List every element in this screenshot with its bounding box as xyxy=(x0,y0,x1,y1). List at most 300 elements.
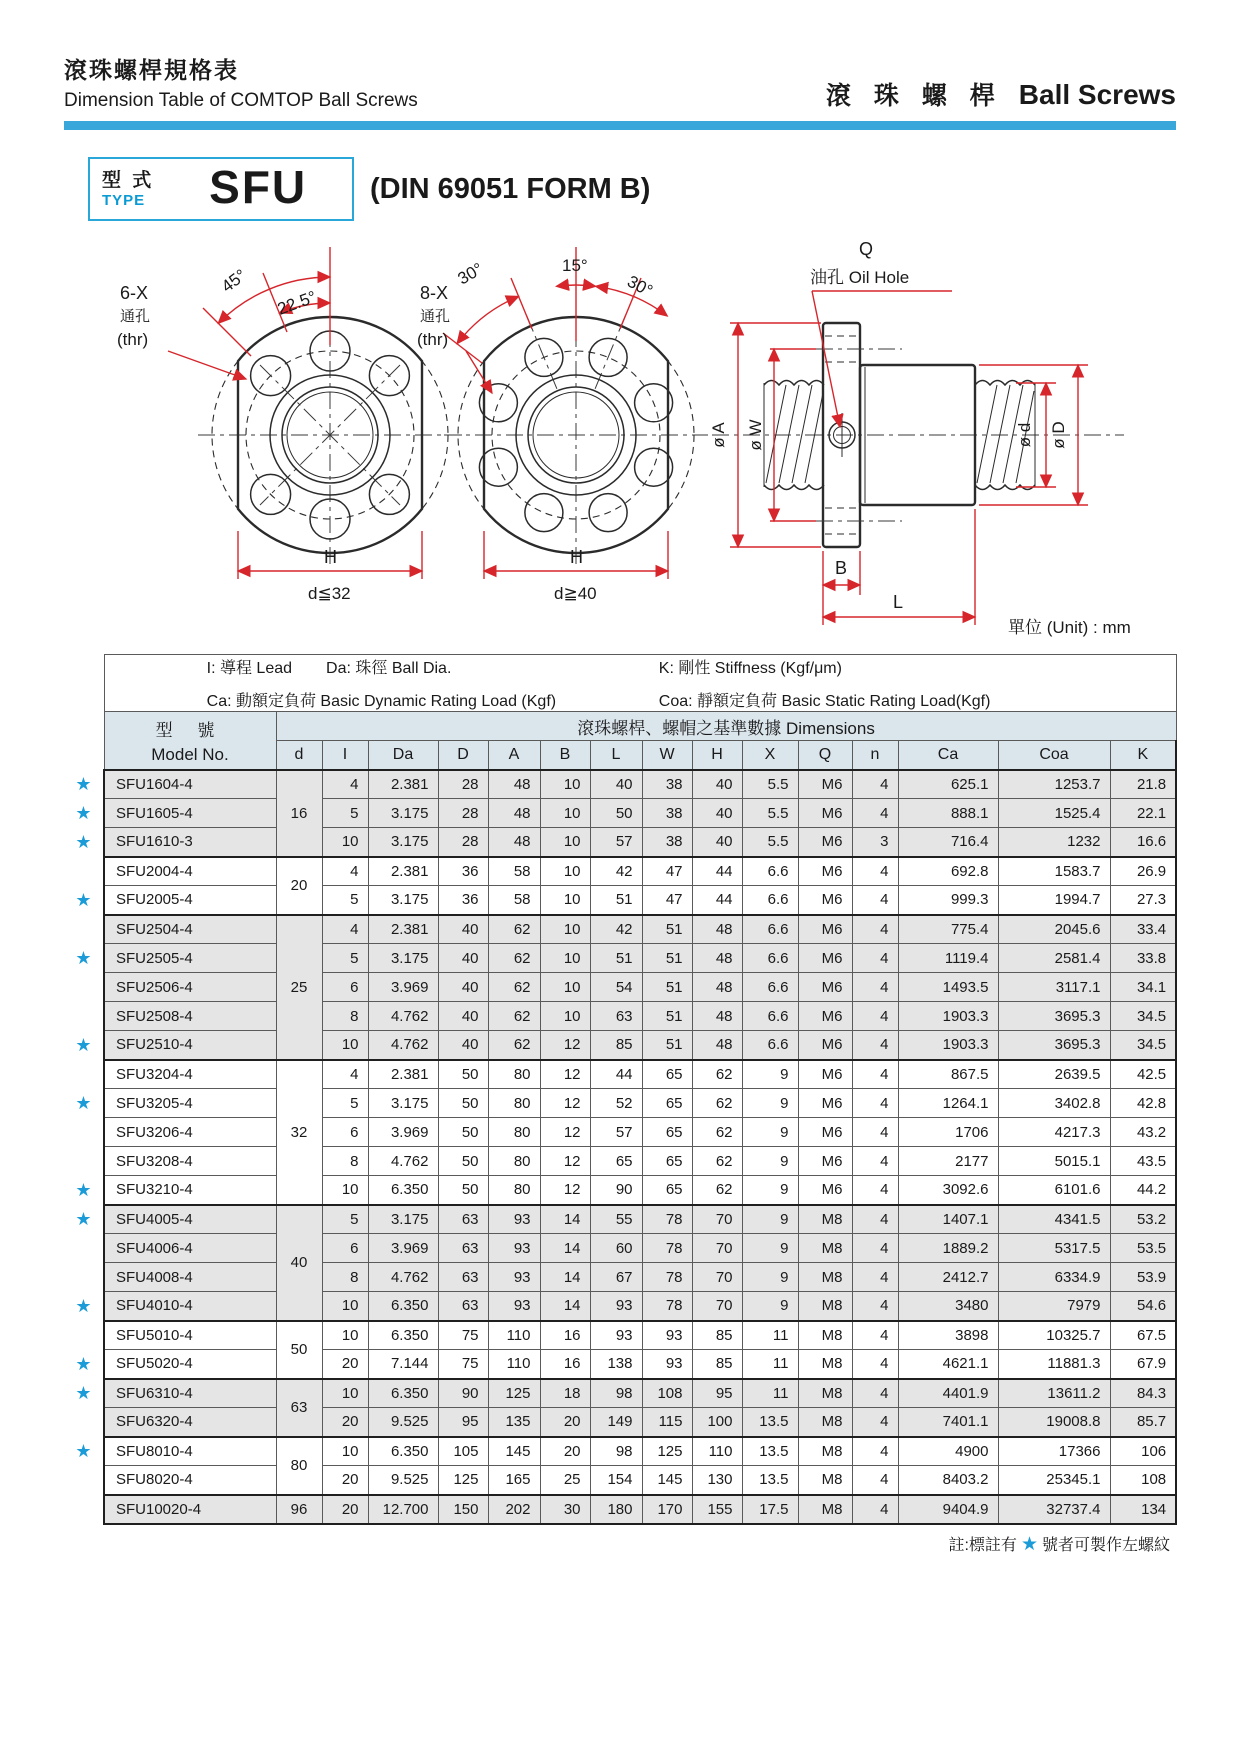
spec-value-cell: 85 xyxy=(590,1031,642,1060)
spec-value-cell: 2639.5 xyxy=(998,1060,1110,1089)
spec-value-cell: 48 xyxy=(692,944,742,973)
l-dim-label: L xyxy=(893,592,904,612)
spec-value-cell: 6 xyxy=(322,973,368,1002)
spec-value-cell: 4 xyxy=(852,1060,898,1089)
spec-value-cell: 55 xyxy=(590,1205,642,1234)
spec-value-cell: 34.5 xyxy=(1110,1031,1176,1060)
left-thread-star-icon: ★ xyxy=(64,1205,104,1234)
spec-value-cell: 4 xyxy=(852,1031,898,1060)
spec-value-cell: 5 xyxy=(322,944,368,973)
spec-value-cell: 2.381 xyxy=(368,915,438,944)
spec-value-cell: 20 xyxy=(322,1408,368,1437)
spec-value-cell: 10 xyxy=(322,828,368,857)
spec-value-cell: 3.175 xyxy=(368,828,438,857)
spec-value-cell: 10 xyxy=(322,1031,368,1060)
spec-value-cell: 8 xyxy=(322,1147,368,1176)
spec-value-cell: 40 xyxy=(692,770,742,799)
spec-value-cell: 6.6 xyxy=(742,973,798,1002)
spec-value-cell: 8 xyxy=(322,1263,368,1292)
spec-value-cell: 60 xyxy=(590,1234,642,1263)
table-row xyxy=(64,828,1176,857)
type-standard: (DIN 69051 FORM B) xyxy=(370,172,651,205)
spec-value-cell: 51 xyxy=(642,915,692,944)
star-gutter xyxy=(64,1321,104,1350)
spec-value-cell: 888.1 xyxy=(898,799,998,828)
spec-value-cell: 85 xyxy=(692,1350,742,1379)
spec-value-cell: 20 xyxy=(322,1495,368,1524)
model-no-cell: SFU5020-4 xyxy=(104,1350,276,1379)
table-row xyxy=(64,1205,1176,1234)
spec-value-cell: 5.5 xyxy=(742,770,798,799)
spec-value-cell: M6 xyxy=(798,770,852,799)
spec-value-cell: 9 xyxy=(742,1176,798,1205)
spec-value-cell: 10 xyxy=(540,973,590,1002)
table-row xyxy=(64,1147,1176,1176)
column-header-D: D xyxy=(438,741,488,770)
spec-value-cell: 1493.5 xyxy=(898,973,998,1002)
spec-value-cell: 4 xyxy=(852,1408,898,1437)
spec-value-cell: 54.6 xyxy=(1110,1292,1176,1321)
spec-value-cell: 44 xyxy=(590,1060,642,1089)
spec-value-cell: 90 xyxy=(438,1379,488,1408)
table-row xyxy=(64,973,1176,1002)
page-title-zh: 滾珠螺桿規格表 xyxy=(64,57,239,83)
star-gutter xyxy=(64,973,104,1002)
spec-value-cell: 62 xyxy=(488,944,540,973)
column-header-H: H xyxy=(692,741,742,770)
spec-value-cell: 78 xyxy=(642,1263,692,1292)
header-divider xyxy=(64,121,1176,130)
spec-value-cell: 93 xyxy=(488,1292,540,1321)
spec-value-cell: 6.6 xyxy=(742,915,798,944)
spec-value-cell: 36 xyxy=(438,857,488,886)
model-no-cell: SFU6320-4 xyxy=(104,1408,276,1437)
spec-value-cell: M6 xyxy=(798,1118,852,1147)
side-view xyxy=(709,239,1124,625)
spec-value-cell: 4 xyxy=(852,944,898,973)
spec-value-cell: 78 xyxy=(642,1205,692,1234)
unit-note: 單位 (Unit) : mm xyxy=(1008,618,1131,637)
spec-value-cell: 11 xyxy=(742,1350,798,1379)
spec-value-cell: 93 xyxy=(488,1205,540,1234)
spec-value-cell: 4217.3 xyxy=(998,1118,1110,1147)
type-model: SFU xyxy=(209,161,308,213)
spec-value-cell: 25345.1 xyxy=(998,1466,1110,1495)
section-brand xyxy=(826,76,1176,112)
spec-value-cell: 51 xyxy=(590,944,642,973)
table-row xyxy=(64,886,1176,915)
spec-value-cell: 93 xyxy=(642,1350,692,1379)
b-dim-label: B xyxy=(835,558,848,578)
column-header-X: X xyxy=(742,741,798,770)
hole-thr-label: (thr) xyxy=(117,330,149,349)
table-row xyxy=(64,1495,1176,1524)
table-header-row-1 xyxy=(64,712,1176,741)
spec-value-cell: 9 xyxy=(742,1089,798,1118)
column-header-K: K xyxy=(1110,741,1176,770)
spec-value-cell: 65 xyxy=(642,1176,692,1205)
spec-value-cell: 4 xyxy=(322,1060,368,1089)
spec-value-cell: M6 xyxy=(798,886,852,915)
model-no-cell: SFU1605-4 xyxy=(104,799,276,828)
spec-value-cell: 6.6 xyxy=(742,944,798,973)
type-label-zh: 型 式 xyxy=(102,170,155,192)
spec-value-cell: 1903.3 xyxy=(898,1002,998,1031)
spec-value-cell: 48 xyxy=(488,799,540,828)
spec-value-cell: 11881.3 xyxy=(998,1350,1110,1379)
spec-value-cell: 16 xyxy=(540,1321,590,1350)
hole-count-8x: 8-X xyxy=(420,283,449,303)
spec-value-cell: M8 xyxy=(798,1408,852,1437)
spec-value-cell: 14 xyxy=(540,1205,590,1234)
spec-value-cell: 1264.1 xyxy=(898,1089,998,1118)
spec-value-cell: 85 xyxy=(692,1321,742,1350)
spec-value-cell: 5 xyxy=(322,799,368,828)
spec-value-cell: 130 xyxy=(692,1466,742,1495)
column-header-A: A xyxy=(488,741,540,770)
spec-value-cell: 4.762 xyxy=(368,1031,438,1060)
model-no-cell: SFU3208-4 xyxy=(104,1147,276,1176)
spec-value-cell: 48 xyxy=(488,770,540,799)
spec-value-cell: 65 xyxy=(642,1089,692,1118)
spec-table-body xyxy=(64,770,1176,1524)
model-no-cell: SFU8020-4 xyxy=(104,1466,276,1495)
spec-value-cell: 134 xyxy=(1110,1495,1176,1524)
left-thread-star-icon: ★ xyxy=(64,1379,104,1408)
legend-row xyxy=(64,655,1176,712)
front-view-6hole xyxy=(117,247,462,603)
spec-value-cell: M6 xyxy=(798,799,852,828)
spec-value-cell: M8 xyxy=(798,1466,852,1495)
left-thread-note xyxy=(64,1532,1176,1556)
star-gutter xyxy=(64,915,104,944)
spec-value-cell: 3695.3 xyxy=(998,1002,1110,1031)
spec-value-cell: 34.5 xyxy=(1110,1002,1176,1031)
spec-value-cell: 2045.6 xyxy=(998,915,1110,944)
column-header-n: n xyxy=(852,741,898,770)
note-prefix: 註:標註有 xyxy=(948,1536,1017,1554)
spec-value-cell: 1903.3 xyxy=(898,1031,998,1060)
spec-value-cell: 80 xyxy=(488,1089,540,1118)
spec-value-cell: 14 xyxy=(540,1292,590,1321)
spec-value-cell: 10 xyxy=(322,1437,368,1466)
left-thread-star-icon: ★ xyxy=(64,1176,104,1205)
spec-value-cell: 26.9 xyxy=(1110,857,1176,886)
spec-value-cell: 50 xyxy=(438,1147,488,1176)
spec-value-cell: 40 xyxy=(438,915,488,944)
table-row xyxy=(64,1002,1176,1031)
left-thread-star-icon: ★ xyxy=(64,799,104,828)
spec-value-cell: 10 xyxy=(540,886,590,915)
spec-value-cell: 108 xyxy=(1110,1466,1176,1495)
spec-value-cell: 3695.3 xyxy=(998,1031,1110,1060)
spec-value-cell: M6 xyxy=(798,1147,852,1176)
type-label xyxy=(90,168,164,209)
dia-w-label: ø W xyxy=(746,419,765,451)
spec-value-cell: 9.525 xyxy=(368,1466,438,1495)
spec-value-cell: 9 xyxy=(742,1118,798,1147)
model-no-cell: SFU5010-4 xyxy=(104,1321,276,1350)
spec-value-cell: 4 xyxy=(852,1263,898,1292)
legend-stiffness: K: 剛性 Stiffness (Kgf/μm) xyxy=(658,660,842,677)
column-header-W: W xyxy=(642,741,692,770)
spec-value-cell: 6.350 xyxy=(368,1176,438,1205)
spec-value-cell: 9 xyxy=(742,1060,798,1089)
column-header-d: d xyxy=(276,741,322,770)
model-header-en: Model No. xyxy=(151,744,229,764)
spec-value-cell: 5317.5 xyxy=(998,1234,1110,1263)
spec-value-cell: 4 xyxy=(852,1292,898,1321)
spec-value-cell: 38 xyxy=(642,828,692,857)
spec-value-cell: 50 xyxy=(438,1118,488,1147)
spec-value-cell: 10325.7 xyxy=(998,1321,1110,1350)
spec-value-cell: 93 xyxy=(488,1263,540,1292)
spec-value-cell: 58 xyxy=(488,857,540,886)
spec-value-cell: 32737.4 xyxy=(998,1495,1110,1524)
angle-30-left-label: 30° xyxy=(454,259,487,289)
spec-value-cell: 1525.4 xyxy=(998,799,1110,828)
spec-value-cell: 10 xyxy=(322,1321,368,1350)
star-gutter xyxy=(64,1263,104,1292)
spec-value-cell: M6 xyxy=(798,828,852,857)
star-gutter xyxy=(64,1495,104,1524)
spec-value-cell: 110 xyxy=(488,1350,540,1379)
spec-value-cell: 78 xyxy=(642,1234,692,1263)
spec-value-cell: 52 xyxy=(590,1089,642,1118)
spec-value-cell: 154 xyxy=(590,1466,642,1495)
hole-label-zh: 通孔 xyxy=(120,308,151,325)
spec-value-cell: 4 xyxy=(852,1176,898,1205)
spec-value-cell: 12 xyxy=(540,1118,590,1147)
spec-value-cell: 48 xyxy=(692,1031,742,1060)
spec-value-cell: 5015.1 xyxy=(998,1147,1110,1176)
spec-value-cell: 202 xyxy=(488,1495,540,1524)
model-no-cell: SFU8010-4 xyxy=(104,1437,276,1466)
spec-value-cell: 12 xyxy=(540,1060,590,1089)
spec-value-cell: 16.6 xyxy=(1110,828,1176,857)
spec-value-cell: 16 xyxy=(540,1350,590,1379)
spec-value-cell: 692.8 xyxy=(898,857,998,886)
star-gutter xyxy=(64,857,104,886)
table-row xyxy=(64,770,1176,799)
spec-value-cell: 51 xyxy=(642,1031,692,1060)
spec-value-cell: 4341.5 xyxy=(998,1205,1110,1234)
spec-value-cell: 40 xyxy=(438,944,488,973)
spec-value-cell: 80 xyxy=(488,1060,540,1089)
spec-value-cell: 63 xyxy=(438,1205,488,1234)
table-row xyxy=(64,1089,1176,1118)
spec-value-cell: 7979 xyxy=(998,1292,1110,1321)
spec-value-cell: 80 xyxy=(488,1118,540,1147)
brand-zh: 滾 珠 螺 桿 xyxy=(825,82,1003,110)
left-thread-star-icon: ★ xyxy=(64,1350,104,1379)
spec-value-cell: 2.381 xyxy=(368,857,438,886)
spec-value-cell: 4 xyxy=(852,1466,898,1495)
d-min-note: d≧40 xyxy=(554,584,597,603)
left-thread-star-icon: ★ xyxy=(64,770,104,799)
spec-value-cell: 90 xyxy=(590,1176,642,1205)
left-thread-star-icon: ★ xyxy=(64,1031,104,1060)
spec-value-cell: 40 xyxy=(438,1031,488,1060)
spec-value-cell: 53.9 xyxy=(1110,1263,1176,1292)
spec-value-cell: 63 xyxy=(438,1292,488,1321)
table-row xyxy=(64,857,1176,886)
table-row xyxy=(64,1292,1176,1321)
spec-value-cell: 80 xyxy=(488,1147,540,1176)
spec-value-cell: 10 xyxy=(322,1176,368,1205)
spec-value-cell: 145 xyxy=(642,1466,692,1495)
spec-value-cell: 9 xyxy=(742,1292,798,1321)
spec-value-cell: 98 xyxy=(590,1437,642,1466)
spec-value-cell: 4 xyxy=(852,1495,898,1524)
column-header-I: I xyxy=(322,741,368,770)
spec-value-cell: 145 xyxy=(488,1437,540,1466)
spec-value-cell: 13.5 xyxy=(742,1437,798,1466)
spec-value-cell: 93 xyxy=(590,1292,642,1321)
spec-value-cell: 11 xyxy=(742,1379,798,1408)
spec-value-cell: 2412.7 xyxy=(898,1263,998,1292)
spec-value-cell: 1583.7 xyxy=(998,857,1110,886)
spec-value-cell: 138 xyxy=(590,1350,642,1379)
spec-value-cell: 70 xyxy=(692,1205,742,1234)
spec-value-cell: 1253.7 xyxy=(998,770,1110,799)
spec-value-cell: 50 xyxy=(590,799,642,828)
spec-value-cell: 125 xyxy=(438,1466,488,1495)
spec-value-cell: 2581.4 xyxy=(998,944,1110,973)
spec-value-cell: 28 xyxy=(438,799,488,828)
spec-value-cell: 1407.1 xyxy=(898,1205,998,1234)
spec-value-cell: 43.5 xyxy=(1110,1147,1176,1176)
oil-hole-label: 油孔 Oil Hole xyxy=(810,268,910,287)
table-row xyxy=(64,1060,1176,1089)
spec-value-cell: 62 xyxy=(488,1031,540,1060)
spec-value-cell: 9 xyxy=(742,1205,798,1234)
spec-value-cell: 62 xyxy=(488,973,540,1002)
spec-value-cell: 51 xyxy=(642,973,692,1002)
spec-value-cell: 12 xyxy=(540,1147,590,1176)
column-header-B: B xyxy=(540,741,590,770)
table-row xyxy=(64,1321,1176,1350)
column-header-Q: Q xyxy=(798,741,852,770)
spec-value-cell: 50 xyxy=(438,1089,488,1118)
spec-value-cell: 6334.9 xyxy=(998,1263,1110,1292)
star-gutter xyxy=(64,1002,104,1031)
spec-value-cell: 65 xyxy=(642,1060,692,1089)
spec-value-cell: 93 xyxy=(642,1321,692,1350)
spec-value-cell: 10 xyxy=(540,944,590,973)
spec-value-cell: 9 xyxy=(742,1263,798,1292)
spec-value-cell: 3.175 xyxy=(368,799,438,828)
spec-value-cell: 3.969 xyxy=(368,973,438,1002)
spec-value-cell: 4 xyxy=(852,1147,898,1176)
model-no-cell: SFU2504-4 xyxy=(104,915,276,944)
type-section xyxy=(88,157,1176,221)
spec-value-cell: 58 xyxy=(488,886,540,915)
spec-value-cell: 149 xyxy=(590,1408,642,1437)
page-title-en: Dimension Table of COMTOP Ball Screws xyxy=(64,90,418,111)
spec-value-cell: 48 xyxy=(488,828,540,857)
spec-value-cell: 11 xyxy=(742,1321,798,1350)
spec-value-cell: 625.1 xyxy=(898,770,998,799)
column-header-Da: Da xyxy=(368,741,438,770)
spec-value-cell: 6.6 xyxy=(742,1002,798,1031)
brand-en: Ball Screws xyxy=(1018,79,1176,110)
spec-value-cell: 4 xyxy=(852,1205,898,1234)
spec-value-cell: 40 xyxy=(692,799,742,828)
spec-value-cell: 12 xyxy=(540,1176,590,1205)
spec-value-cell: 6.6 xyxy=(742,1031,798,1060)
spec-value-cell: 6.350 xyxy=(368,1321,438,1350)
d-group-cell: 40 xyxy=(276,1205,322,1321)
spec-value-cell: 13.5 xyxy=(742,1466,798,1495)
spec-value-cell: 6.350 xyxy=(368,1292,438,1321)
spec-value-cell: 43.2 xyxy=(1110,1118,1176,1147)
spec-value-cell: 63 xyxy=(438,1263,488,1292)
dia-d-big-label: ø D xyxy=(1049,421,1068,449)
spec-value-cell: 2.381 xyxy=(368,770,438,799)
table-row xyxy=(64,1437,1176,1466)
header-titles xyxy=(64,52,418,112)
spec-value-cell: 105 xyxy=(438,1437,488,1466)
spec-value-cell: M8 xyxy=(798,1263,852,1292)
spec-value-cell: 3.175 xyxy=(368,1089,438,1118)
spec-value-cell: 47 xyxy=(642,857,692,886)
spec-value-cell: 62 xyxy=(488,915,540,944)
legend-dynamic-load: Ca: 動額定負荷 Basic Dynamic Rating Load (Kgf) xyxy=(206,693,557,710)
spec-value-cell: 10 xyxy=(540,915,590,944)
spec-value-cell: 57 xyxy=(590,828,642,857)
star-gutter xyxy=(64,1147,104,1176)
spec-value-cell: 110 xyxy=(488,1321,540,1350)
spec-value-cell: 4 xyxy=(852,799,898,828)
spec-value-cell: 4 xyxy=(852,1002,898,1031)
model-no-cell: SFU2004-4 xyxy=(104,857,276,886)
spec-value-cell: 4.762 xyxy=(368,1002,438,1031)
spec-value-cell: 9.525 xyxy=(368,1408,438,1437)
spec-value-cell: 65 xyxy=(642,1118,692,1147)
spec-value-cell: 44 xyxy=(692,886,742,915)
angle-30-right-label: 30° xyxy=(624,271,656,301)
d-group-cell: 80 xyxy=(276,1437,322,1495)
spec-value-cell: 63 xyxy=(438,1234,488,1263)
spec-value-cell: 165 xyxy=(488,1466,540,1495)
spec-value-cell: 115 xyxy=(642,1408,692,1437)
spec-value-cell: 1706 xyxy=(898,1118,998,1147)
table-row xyxy=(64,1234,1176,1263)
star-gutter xyxy=(64,712,104,770)
spec-value-cell: M6 xyxy=(798,973,852,1002)
spec-value-cell: 4 xyxy=(852,1321,898,1350)
spec-value-cell: 6.350 xyxy=(368,1437,438,1466)
angle-15-label: 15° xyxy=(562,256,588,275)
spec-value-cell: 42 xyxy=(590,857,642,886)
table-row xyxy=(64,1118,1176,1147)
spec-value-cell: 4 xyxy=(852,915,898,944)
spec-value-cell: 40 xyxy=(438,973,488,1002)
spec-value-cell: 34.1 xyxy=(1110,973,1176,1002)
spec-value-cell: 3.969 xyxy=(368,1118,438,1147)
model-header-zh: 型 號 xyxy=(155,720,225,740)
spec-value-cell: 155 xyxy=(692,1495,742,1524)
angle-22-5-label: 22.5° xyxy=(274,287,319,319)
spec-value-cell: 42.8 xyxy=(1110,1089,1176,1118)
star-icon: ★ xyxy=(1020,1533,1038,1555)
left-thread-star-icon: ★ xyxy=(64,1437,104,1466)
table-row xyxy=(64,1350,1176,1379)
model-no-cell: SFU3205-4 xyxy=(104,1089,276,1118)
spec-value-cell: 53.5 xyxy=(1110,1234,1176,1263)
table-row xyxy=(64,1466,1176,1495)
